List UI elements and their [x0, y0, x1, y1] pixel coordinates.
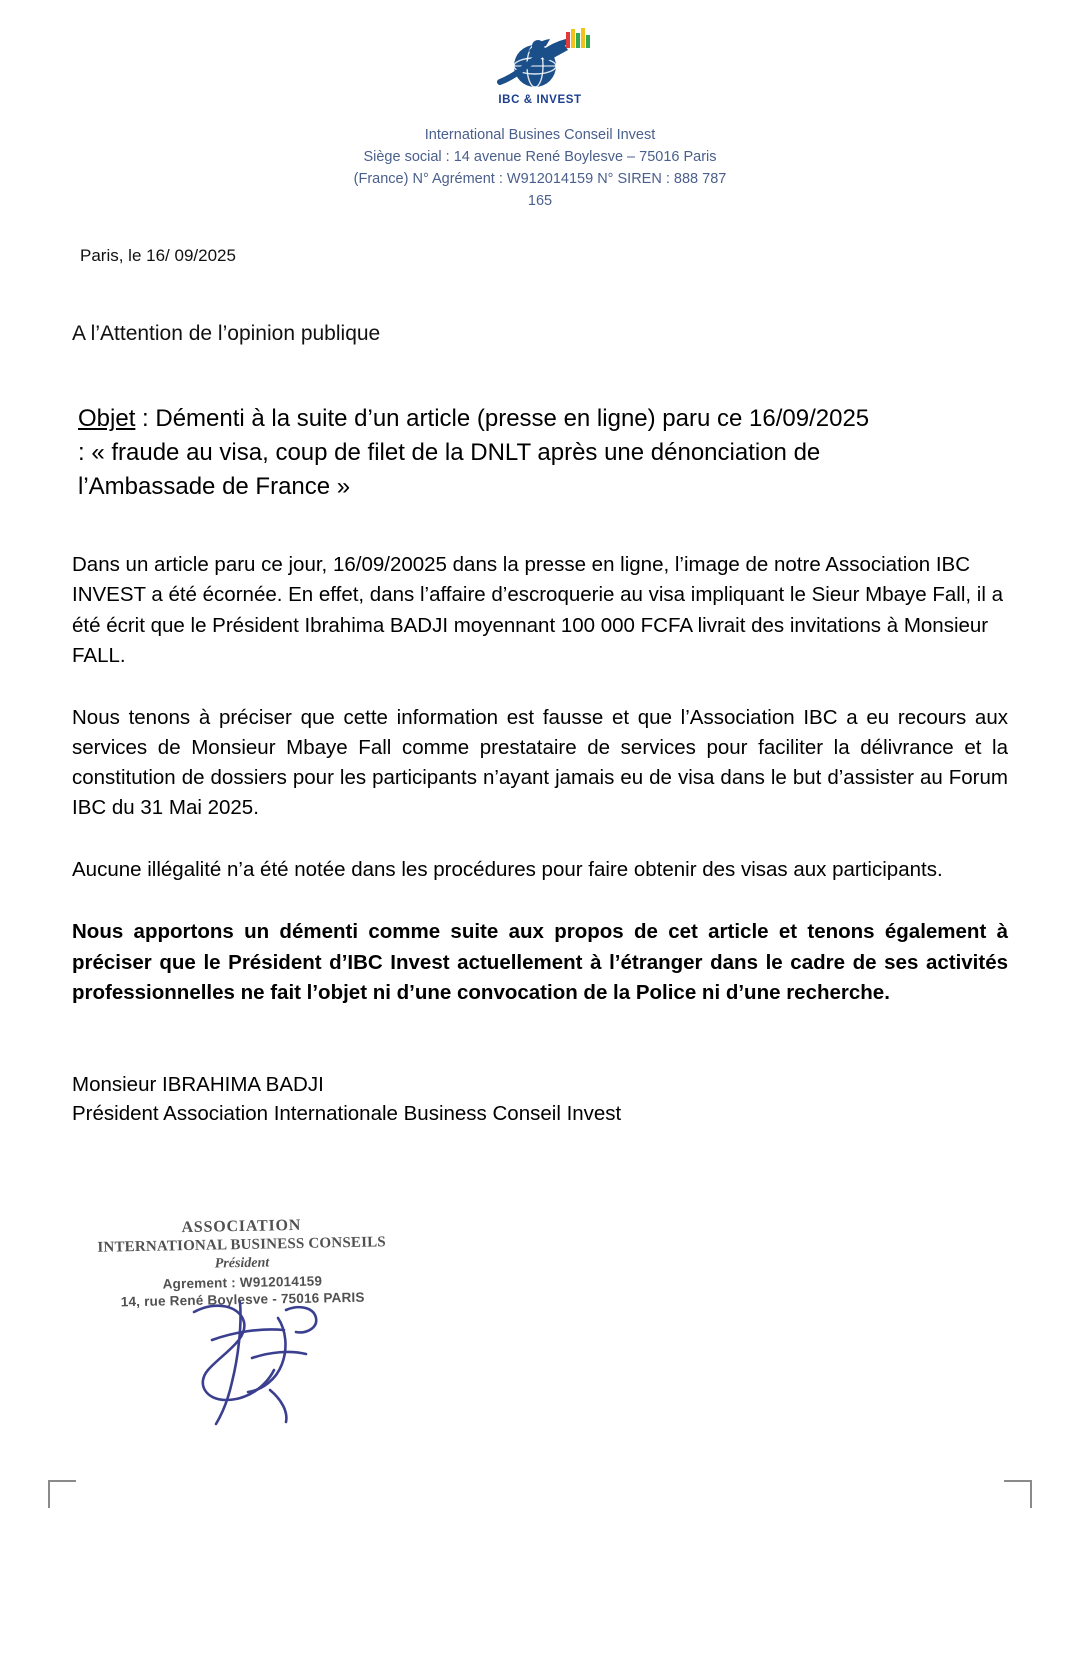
address-line-4: 165	[527, 193, 553, 210]
handwritten-signature-icon	[182, 1296, 402, 1446]
signoff-name: Monsieur IBRAHIMA BADJI	[72, 1072, 324, 1096]
address-line-2: Siège social : 14 avenue René Boylesve – 75016 Paris	[363, 149, 717, 166]
stamp-line-4: Agrement : W912014159	[162, 1273, 323, 1292]
stamp-and-signature	[82, 1218, 502, 1448]
letterhead	[0, 0, 1080, 212]
signoff-block	[72, 1070, 1008, 1128]
attention-line: A l’Attention de l’opinion publique	[72, 322, 381, 346]
logo-caption: IBC & INVEST	[498, 94, 582, 106]
stamp-line-5: 14, rue René Boylesve - 75016 PARIS	[120, 1289, 365, 1310]
paragraph-4: Nous apportons un démenti comme suite aux propos de cet article et tenons également à préciser que le Président d’IBC Invest actuellement à l’étranger dans le cadre de ses activités professionnelles ne fait l’objet ni d’une convocation de la Police ni d’une recherche.	[72, 920, 1008, 1004]
subject-label: Objet	[78, 405, 136, 433]
stamp-line-1: ASSOCIATION	[181, 1216, 302, 1237]
subject-text: : Démenti à la suite d’un article (presse en ligne) paru ce 16/09/2025 : « fraude au visa, coup de filet de la DNLT après une dénonciation de l’Ambassade de France »	[78, 405, 870, 501]
address-line-3: (France) N° Agrément : W912014159 N° SIREN : 888 787	[353, 171, 727, 188]
crop-mark-bottom-right	[1004, 1480, 1032, 1508]
stamp-line-2: INTERNATIONAL BUSINESS CONSEILS	[97, 1234, 387, 1256]
signoff-title: Président Association Internationale Business Conseil Invest	[72, 1101, 622, 1125]
letter-body	[0, 246, 1080, 1128]
crop-mark-bottom-left	[48, 1480, 76, 1508]
paragraph-3: Aucune illégalité n’a été notée dans les procédures pour faire obtenir des visas aux participants.	[72, 858, 943, 882]
date-line: Paris, le 16/ 09/2025	[80, 246, 236, 266]
ibc-invest-globe-logo-icon	[480, 26, 600, 112]
paragraph-1: Dans un article paru ce jour, 16/09/20025 dans la presse en ligne, l’image de notre Association IBC INVEST a été écornée. En effet, dans l’affaire d’escroquerie au visa impliquant le Sieur Mbaye Fall, il a été écrit que le Président Ibrahima BADJI moyennant 100 000 FCFA livrait des invitations à Monsieur FALL.	[72, 553, 1003, 667]
letterhead-address	[330, 124, 750, 212]
paragraph-2: Nous tenons à préciser que cette information est fausse et que l’Association IBC a eu recours aux services de Monsieur Mbaye Fall comme prestataire de services pour faciliter la délivrance et la constitution de dossiers pour les participants n’ayant jamais eu de visa dans le but d’assister au Forum IBC du 31 Mai 2025.	[72, 705, 1008, 820]
address-line-1: International Busines Conseil Invest	[424, 127, 656, 143]
stamp-line-3: Président	[214, 1255, 270, 1272]
subject-block	[78, 402, 878, 504]
